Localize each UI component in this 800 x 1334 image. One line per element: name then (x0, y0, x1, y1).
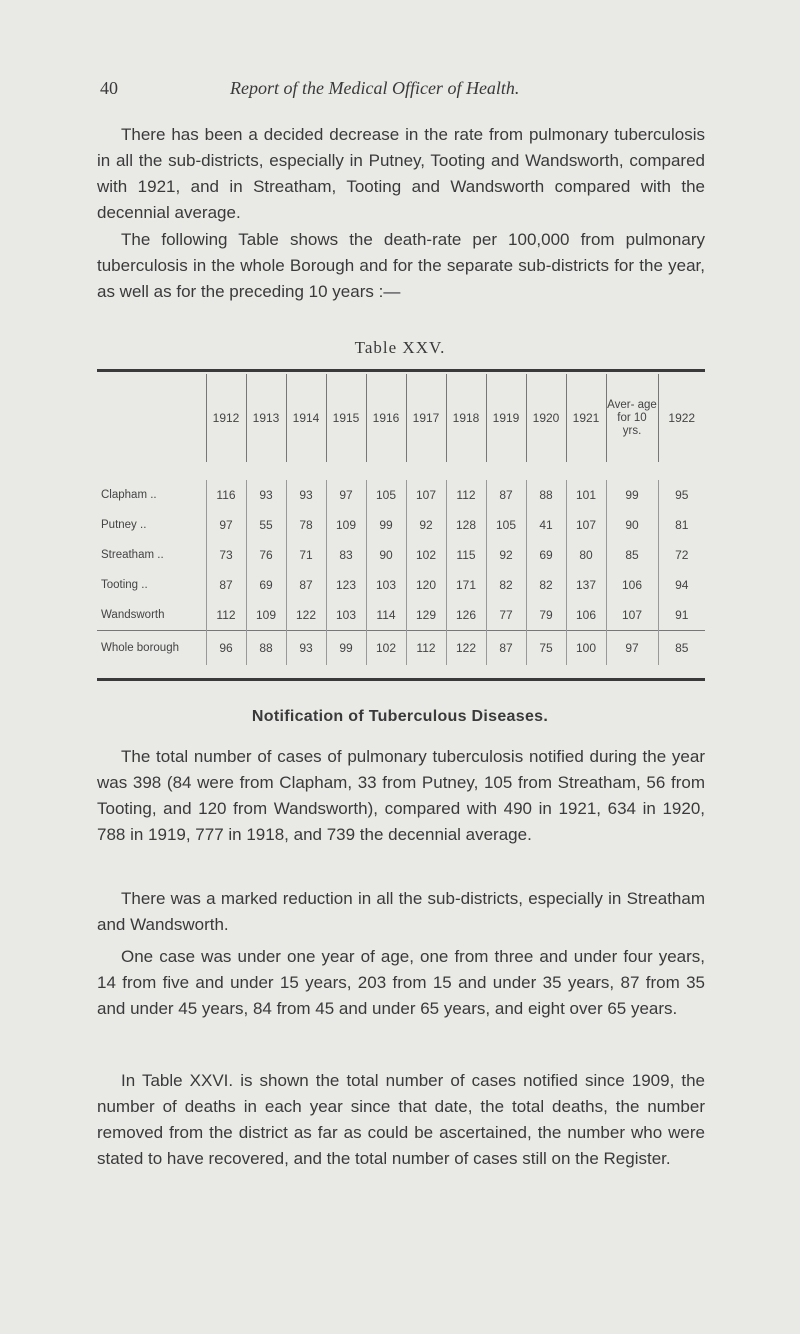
table-cell: 103 (366, 570, 406, 600)
table-cell: 75 (526, 631, 566, 666)
table-cell: 85 (658, 631, 705, 666)
table-cell: 171 (446, 570, 486, 600)
table-cell: 102 (406, 540, 446, 570)
table-cell: 116 (206, 480, 246, 510)
table-cell: 102 (366, 631, 406, 666)
table-cell: 92 (406, 510, 446, 540)
col-header: 1916 (366, 374, 406, 462)
table-top-rule (97, 369, 705, 372)
table-cell: 87 (206, 570, 246, 600)
col-header: 1914 (286, 374, 326, 462)
table-cell: 112 (206, 600, 246, 631)
col-header: 1913 (246, 374, 286, 462)
table-cell: 107 (566, 510, 606, 540)
table-cell: 55 (246, 510, 286, 540)
table-cell: 112 (446, 480, 486, 510)
district-name: Clapham .. (101, 489, 157, 501)
table-cell: 78 (286, 510, 326, 540)
running-title: Report of the Medical Officer of Health. (230, 78, 520, 98)
table-row (97, 510, 705, 540)
table-cell: 109 (246, 600, 286, 631)
col-header: 1918 (446, 374, 486, 462)
col-header: 1917 (406, 374, 446, 462)
table-cell: 101 (566, 480, 606, 510)
page-number: 40 (100, 78, 118, 98)
table-cell: 82 (526, 570, 566, 600)
table-cell: 112 (406, 631, 446, 666)
table-cell: 73 (206, 540, 246, 570)
table-cell: 69 (246, 570, 286, 600)
table-cell: 93 (286, 480, 326, 510)
table-cell: 123 (326, 570, 366, 600)
table-cell: 93 (246, 480, 286, 510)
table-cell: 100 (566, 631, 606, 666)
table-row (97, 570, 705, 600)
table-cell: 137 (566, 570, 606, 600)
notification-paragraph-3: One case was under one year of age, one from three and under four years, 14 from five and under 15 years, 203 from 15 and under 35 years, 87 from 35 and under 45 years, 84 from 45 and under 65 years, and eight over 65 years. (97, 947, 705, 1018)
table-cell: 71 (286, 540, 326, 570)
table-cell: 99 (326, 631, 366, 666)
district-name: Putney .. (101, 519, 147, 531)
table-cell: 87 (486, 631, 526, 666)
table-cell: 122 (286, 600, 326, 631)
table-cell: 90 (366, 540, 406, 570)
district-name: Streatham .. (101, 549, 164, 561)
col-header-average: Aver- age for 10 yrs. (606, 374, 658, 462)
notification-paragraph-4: In Table XXVI. is shown the total number of cases notified since 1909, the number of deaths in each year since that date, the total deaths, the number removed from the district as far as could be ascertained, the number who were stated to have recovered, and the total number of cases still on the Register. (97, 1071, 705, 1168)
table-cell: 114 (366, 600, 406, 631)
table-cell: 69 (526, 540, 566, 570)
table-cell: 79 (526, 600, 566, 631)
col-header: 1915 (326, 374, 366, 462)
table-spacer (97, 462, 705, 480)
table-bottom-rule (97, 678, 705, 681)
table-cell: 91 (658, 600, 705, 631)
table-row (97, 480, 705, 510)
table-cell: 97 (206, 510, 246, 540)
notification-paragraph-2: There was a marked reduction in all the sub-districts, especially in Streatham and Wandsworth. (97, 889, 705, 934)
district-name: Wandsworth (101, 609, 165, 621)
table-cell: 92 (486, 540, 526, 570)
table-cell: 122 (446, 631, 486, 666)
table-cell: 85 (606, 540, 658, 570)
section-heading: Notification of Tuberculous Diseases. (251, 708, 549, 725)
table-cell: 88 (246, 631, 286, 666)
intro-paragraph-2: The following Table shows the death-rate per 100,000 from pulmonary tuberculosis in the whole Borough and for the separate sub-districts for the year, as well as for the preceding 10 years :— (97, 230, 705, 301)
table-cell: 97 (326, 480, 366, 510)
table-cell: 81 (658, 510, 705, 540)
table-cell: 115 (446, 540, 486, 570)
table-cell: 107 (606, 600, 658, 631)
table-row (97, 600, 705, 631)
table-cell: 80 (566, 540, 606, 570)
table-cell: 87 (286, 570, 326, 600)
death-rate-table (97, 374, 705, 665)
table-cell: 87 (486, 480, 526, 510)
table-cell: 126 (446, 600, 486, 631)
table-title: Table XXV. (354, 338, 446, 357)
table-row (97, 540, 705, 570)
district-name: Tooting .. (101, 579, 148, 591)
col-header: 1922 (658, 374, 705, 462)
table-cell: 88 (526, 480, 566, 510)
col-header: 1920 (526, 374, 566, 462)
table-cell: 72 (658, 540, 705, 570)
table-cell: 95 (658, 480, 705, 510)
table-cell: 93 (286, 631, 326, 666)
table-cell: 83 (326, 540, 366, 570)
table-cell: 105 (366, 480, 406, 510)
table-cell: 103 (326, 600, 366, 631)
col-header: 1919 (486, 374, 526, 462)
table-cell: 109 (326, 510, 366, 540)
table-cell: 99 (366, 510, 406, 540)
table-cell: 120 (406, 570, 446, 600)
table-cell: 94 (658, 570, 705, 600)
col-header: 1912 (206, 374, 246, 462)
table-cell: 76 (246, 540, 286, 570)
table-cell: 90 (606, 510, 658, 540)
table-cell: 128 (446, 510, 486, 540)
table-row-whole-borough (97, 631, 705, 666)
col-header: 1921 (566, 374, 606, 462)
intro-paragraph-1: There has been a decided decrease in the rate from pulmonary tuberculosis in all the sub-districts, especially in Putney, Tooting and Wandsworth, compared with 1921, and in Streatham, Tooting and Wandsworth compared with the decennial average. (97, 125, 705, 222)
row-label-header (97, 374, 206, 462)
table-cell: 82 (486, 570, 526, 600)
table-cell: 105 (486, 510, 526, 540)
table-cell: 107 (406, 480, 446, 510)
table-header-row (97, 374, 705, 462)
table-cell: 77 (486, 600, 526, 631)
notification-paragraph-1: The total number of cases of pulmonary tuberculosis notified during the year was 398 (84 were from Clapham, 33 from Putney, 105 from Streatham, 56 from Tooting, and 120 from Wandsworth), compared with 490 in 1921, 634 in 1920, 788 in 1919, 777 in 1918, and 739 the decennial average. (97, 747, 705, 844)
table-cell: 99 (606, 480, 658, 510)
table-cell: 106 (566, 600, 606, 631)
table-cell: 96 (206, 631, 246, 666)
district-name: Whole borough (97, 631, 206, 666)
table-cell: 41 (526, 510, 566, 540)
table-cell: 97 (606, 631, 658, 666)
table-cell: 106 (606, 570, 658, 600)
table-cell: 129 (406, 600, 446, 631)
